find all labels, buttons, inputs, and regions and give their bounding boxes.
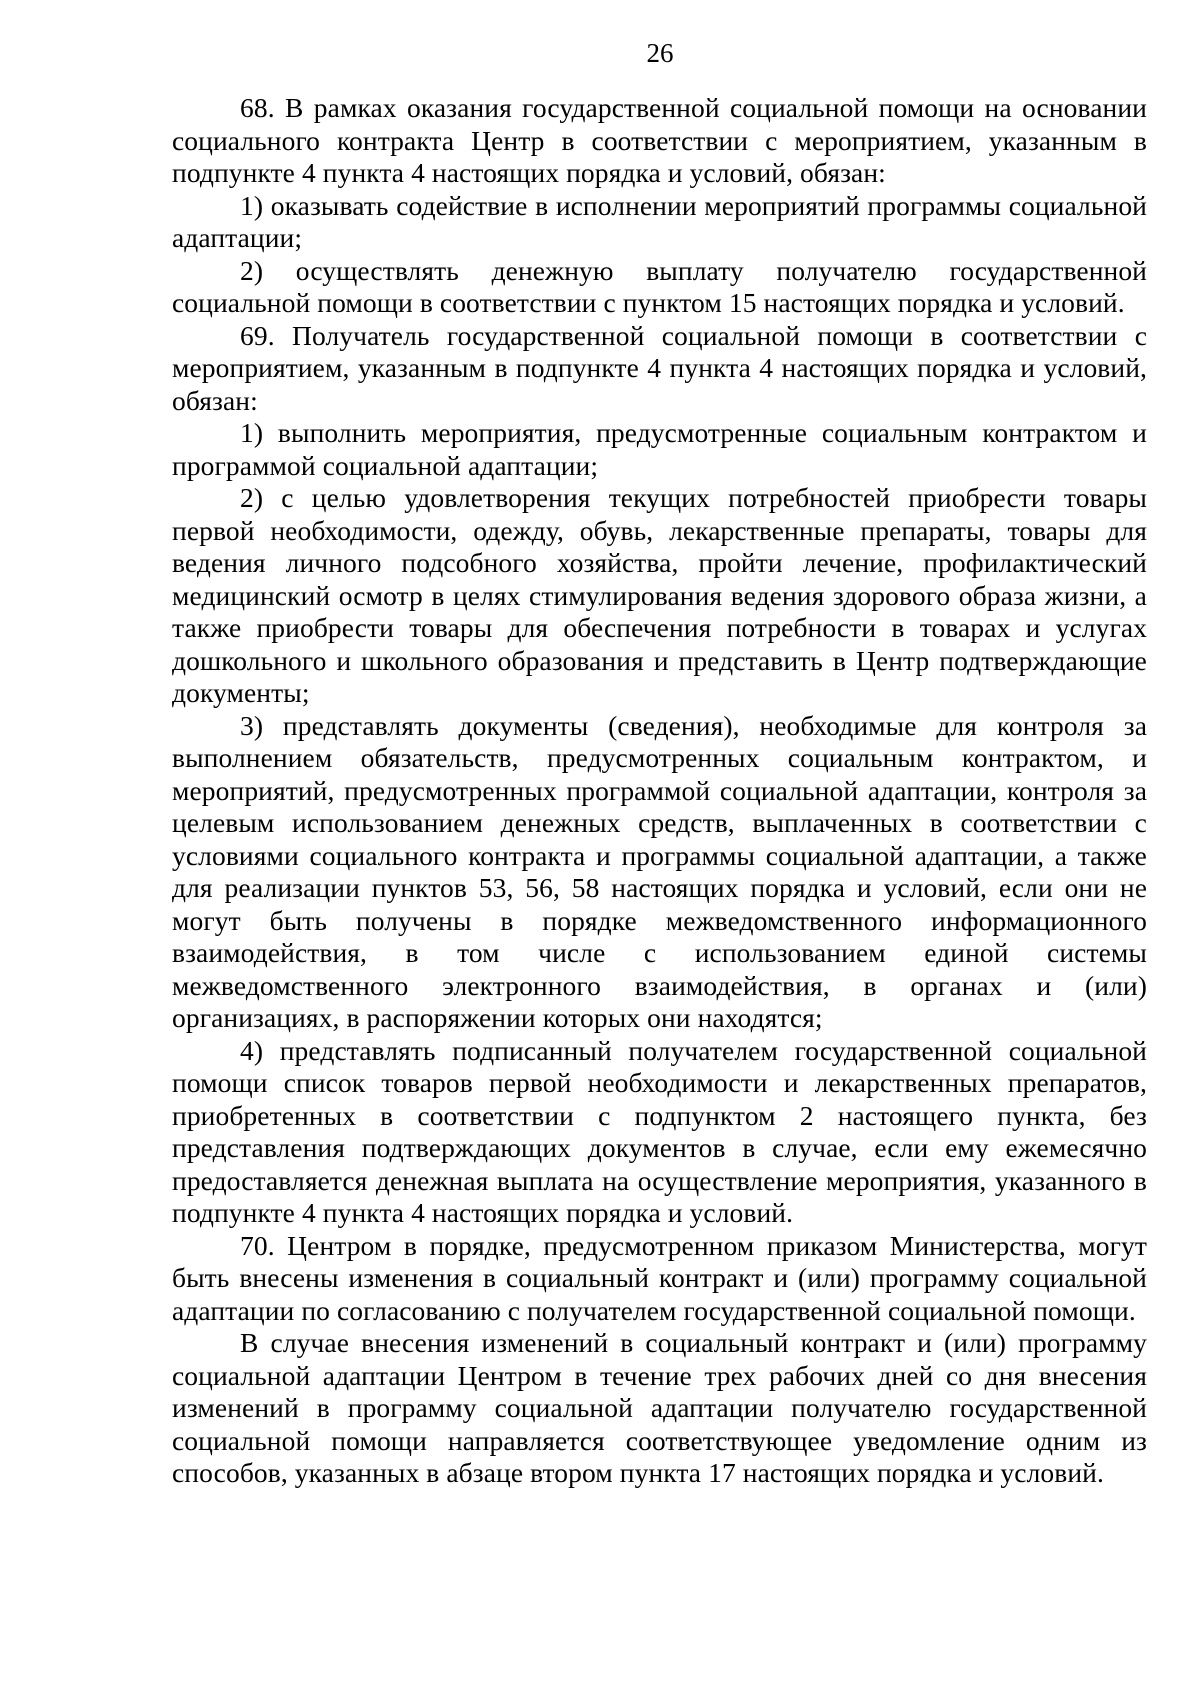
paragraph-69-item-1: 1) выполнить мероприятия, предусмотренные социальным контрактом и программой социальной адаптации; xyxy=(172,417,1147,481)
paragraph-70: 70. Центром в порядке, предусмотренном приказом Министерства, могут быть внесены изменения в социальный контракт и (или) программу социальной адаптации по согласованию с получателем государственной социальной помощи. xyxy=(172,1229,1147,1326)
paragraph-69-item-3: 3) представлять документы (сведения), необходимые для контроля за выполнением обязательств, предусмотренных социальным контрактом, и мероприятий, предусмотренных программой социальной адаптации, контроля за целевым использованием денежных средств, выплаченных в соответствии с условиями социального контракта и программы социальной адаптации, а также для реализации пунктов 53, 56, 58 настоящих порядка и условий, если они не могут быть получены в порядке межведомственного информационного взаимодействия, в том числе с использованием единой системы межведомственного электронного взаимодействия, в органах и (или) организациях, в распоряжении которых они находятся; xyxy=(172,709,1147,1033)
paragraph-68-item-1: 1) оказывать содействие в исполнении мероприятий программы социальной адаптации; xyxy=(172,189,1147,253)
paragraph-69-item-4: 4) представлять подписанный получателем государственной социальной помощи список товаров первой необходимости и лекарственных препаратов, приобретенных в соответствии с подпунктом 2 настоящего пункта, без представления подтверждающих документов в случае, если ему ежемесячно предоставляется денежная выплата на осуществление мероприятия, указанного в подпункте 4 пункта 4 настоящих порядка и условий. xyxy=(172,1034,1147,1228)
page-number: 26 xyxy=(646,38,674,68)
paragraph-69-intro: 69. Получатель государственной социальной помощи в соответствии с мероприятием, указанным в подпункте 4 пункта 4 настоящих порядка и условий, обязан: xyxy=(172,319,1147,416)
paragraph-69-item-2: 2) с целью удовлетворения текущих потребностей приобрести товары первой необходимости, одежду, обувь, лекарственные препараты, товары для ведения личного подсобного хозяйства, пройти лечение, профилактический медицинский осмотр в целях стимулирования ведения здорового образа жизни, а также приобрести товары для обеспечения потребности в товарах и услугах дошкольного и школьного образования и представить в Центр подтверждающие документы; xyxy=(172,482,1147,708)
paragraph-70-notice: В случае внесения изменений в социальный контракт и (или) программу социальной адаптации Центром в течение трех рабочих дней со дня внесения изменений в программу социальной адаптации получателю государственной социальной помощи направляется соответствующее уведомление одним из способов, указанных в абзаце втором пункта 17 настоящих порядка и условий. xyxy=(172,1327,1147,1488)
paragraph-68-intro: 68. В рамках оказания государственной социальной помощи на основании социального контракта Центр в соответствии с мероприятием, указанным в подпункте 4 пункта 4 настоящих порядка и условий, обязан: xyxy=(172,92,1147,188)
paragraph-68-item-2: 2) осуществлять денежную выплату получателю государственной социальной помощи в соответствии с пунктом 15 настоящих порядка и условий. xyxy=(172,254,1147,318)
document-body xyxy=(172,92,1147,1490)
